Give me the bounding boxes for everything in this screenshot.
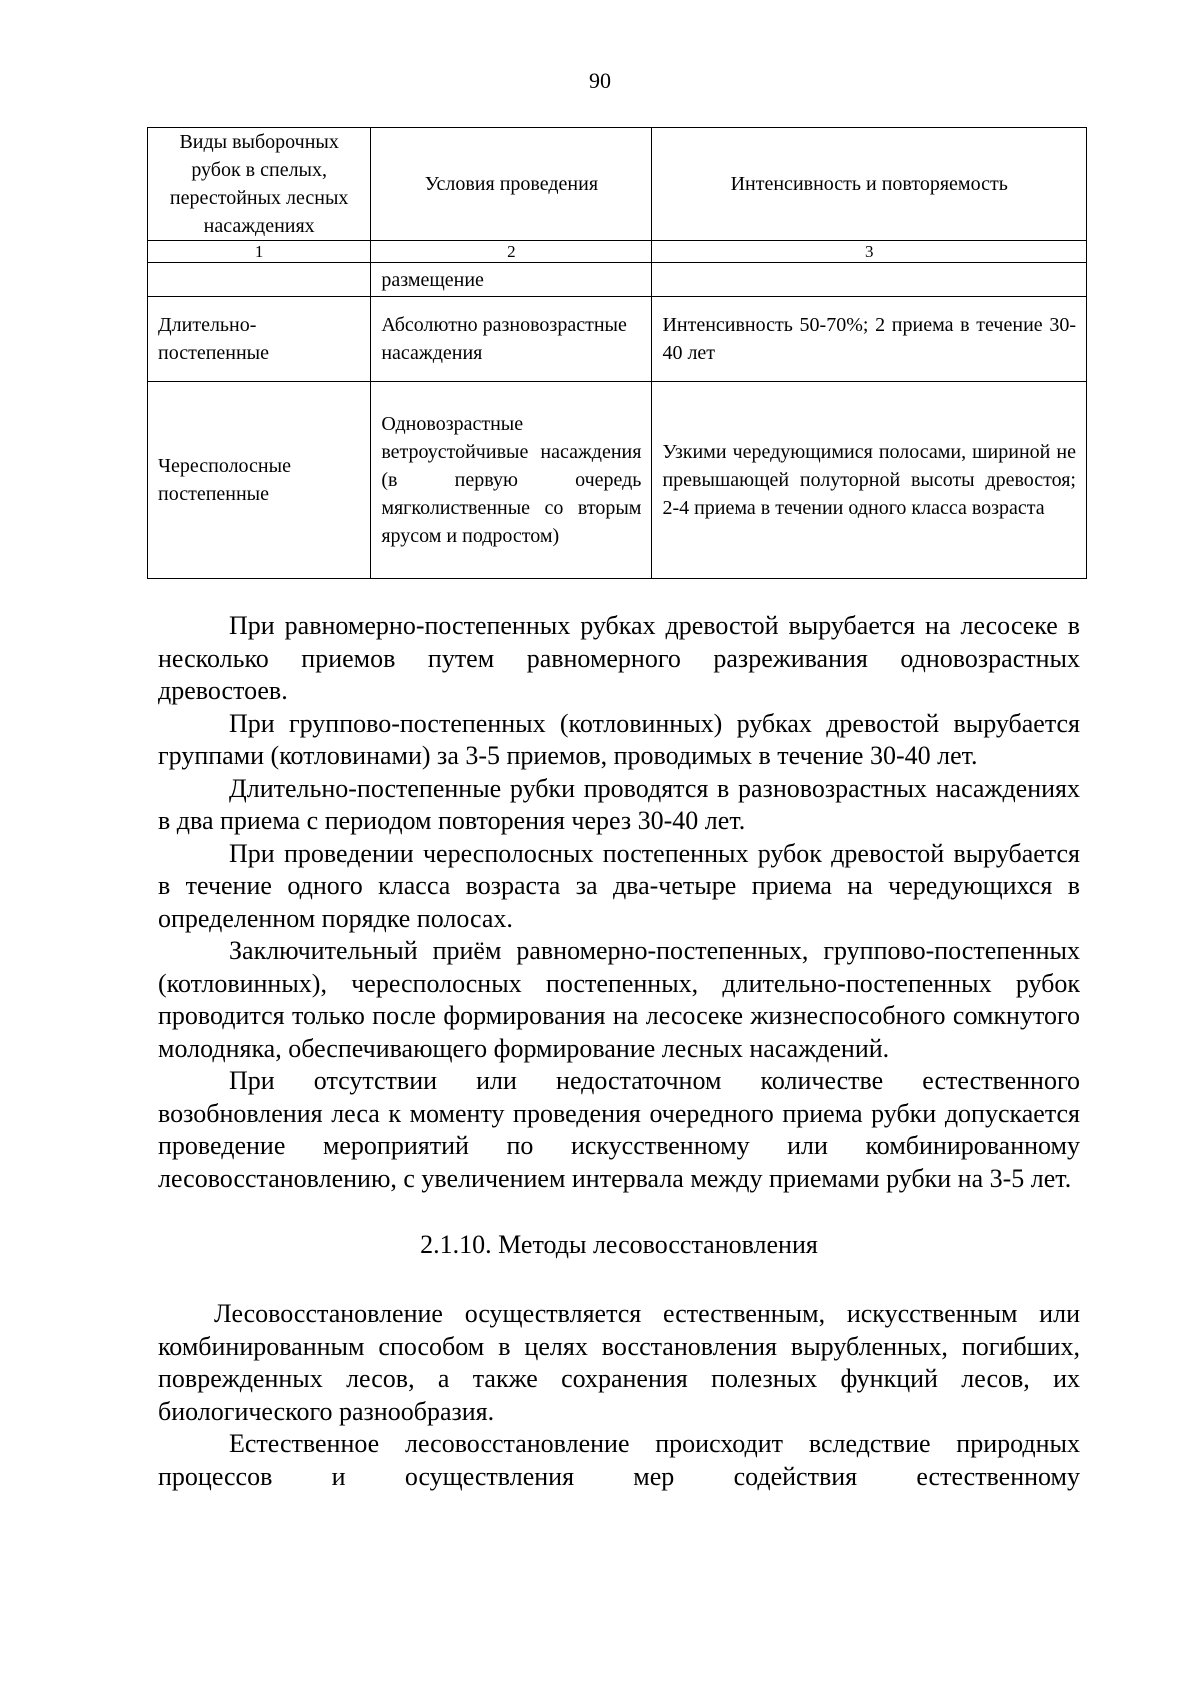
column-number: 1 [148,241,371,263]
paragraph: При отсутствии или недостаточном количестве естественного возобновления леса к моменту проведения очередного приема рубки допускается проведение мероприятий по искусственному или комбинированному лесовосстановлению, с увеличением интервала между приемами рубки на 3-5 лет. [158,1066,1080,1193]
header-conditions: Условия проведения [371,128,652,241]
table-row [148,297,1087,382]
cell-felling-type [148,263,371,297]
cell-intensity: Узкими чередующимися полосами, шириной не превышающей полуторной высоты древостоя; 2-4 приема в течении одного класса возраста [652,382,1087,579]
cell-intensity [652,263,1087,297]
table-row [148,382,1087,579]
paragraph: Лесовосстановление осуществляется естественным, искусственным или комбинированным способом в целях восстановления вырубленных, погибших, поврежденных лесов, а также сохранения полезных функций лесов, их биологического разнообразия. [158,1299,1080,1426]
table-column-numbers-row [148,241,1087,263]
paragraph: Естественное лесовосстановление происходит вследствие природных процессов и осуществления мер содействия естественному [158,1429,1080,1491]
paragraph: При группово-постепенных (котловинных) рубках древостой вырубается группами (котловинами) за 3-5 приемов, проводимых в течение 30-40 лет. [158,708,1080,770]
table-row [148,263,1087,297]
cell-felling-type: Длительно-постепенные [148,297,371,382]
cell-felling-type: Чересполосные постепенные [148,382,371,579]
header-intensity: Интенсивность и повторяемость [652,128,1087,241]
cell-conditions: Одновозрастные ветроустойчивые насаждения (в первую очередь мягколиственные со вторым ярусом и подростом) [371,382,652,579]
section-heading: 2.1.10. Методы лесовосстановления [420,1230,818,1259]
body-text [158,610,1080,1493]
paragraph: При проведении чересполосных постепенных рубок древостой вырубается в течение одного класса возраста за два-четыре приема на чередующихся в определенном порядке полосах. [158,838,1080,933]
column-number: 2 [371,241,652,263]
page-number: 90 [589,68,611,93]
selective-felling-table [147,127,1087,579]
cell-conditions: размещение [371,263,652,297]
cell-conditions: Абсолютно разновозрастные насаждения [371,297,652,382]
paragraph: При равномерно-постепенных рубках древостой вырубается на лесосеке в несколько приемов путем равномерного разреживания одновозрастных древостоев. [158,611,1080,705]
header-felling-type: Виды выборочных рубок в спелых, перестойных лесных насаждениях [148,128,371,241]
paragraph: Заключительный приём равномерно-постепенных, группово-постепенных (котловинных), чересполосных постепенных, длительно-постепенных рубок проводится только после формирования на лесосеке жизнеспособного сомкнутого молодняка, обеспечивающего формирование лесных насаждений. [158,936,1080,1063]
table-header-row [148,128,1087,241]
column-number: 3 [652,241,1087,263]
cell-intensity: Интенсивность 50-70%; 2 приема в течение 30-40 лет [652,297,1087,382]
paragraph: Длительно-постепенные рубки проводятся в разновозрастных насаждениях в два приема с периодом повторения через 30-40 лет. [158,773,1080,835]
